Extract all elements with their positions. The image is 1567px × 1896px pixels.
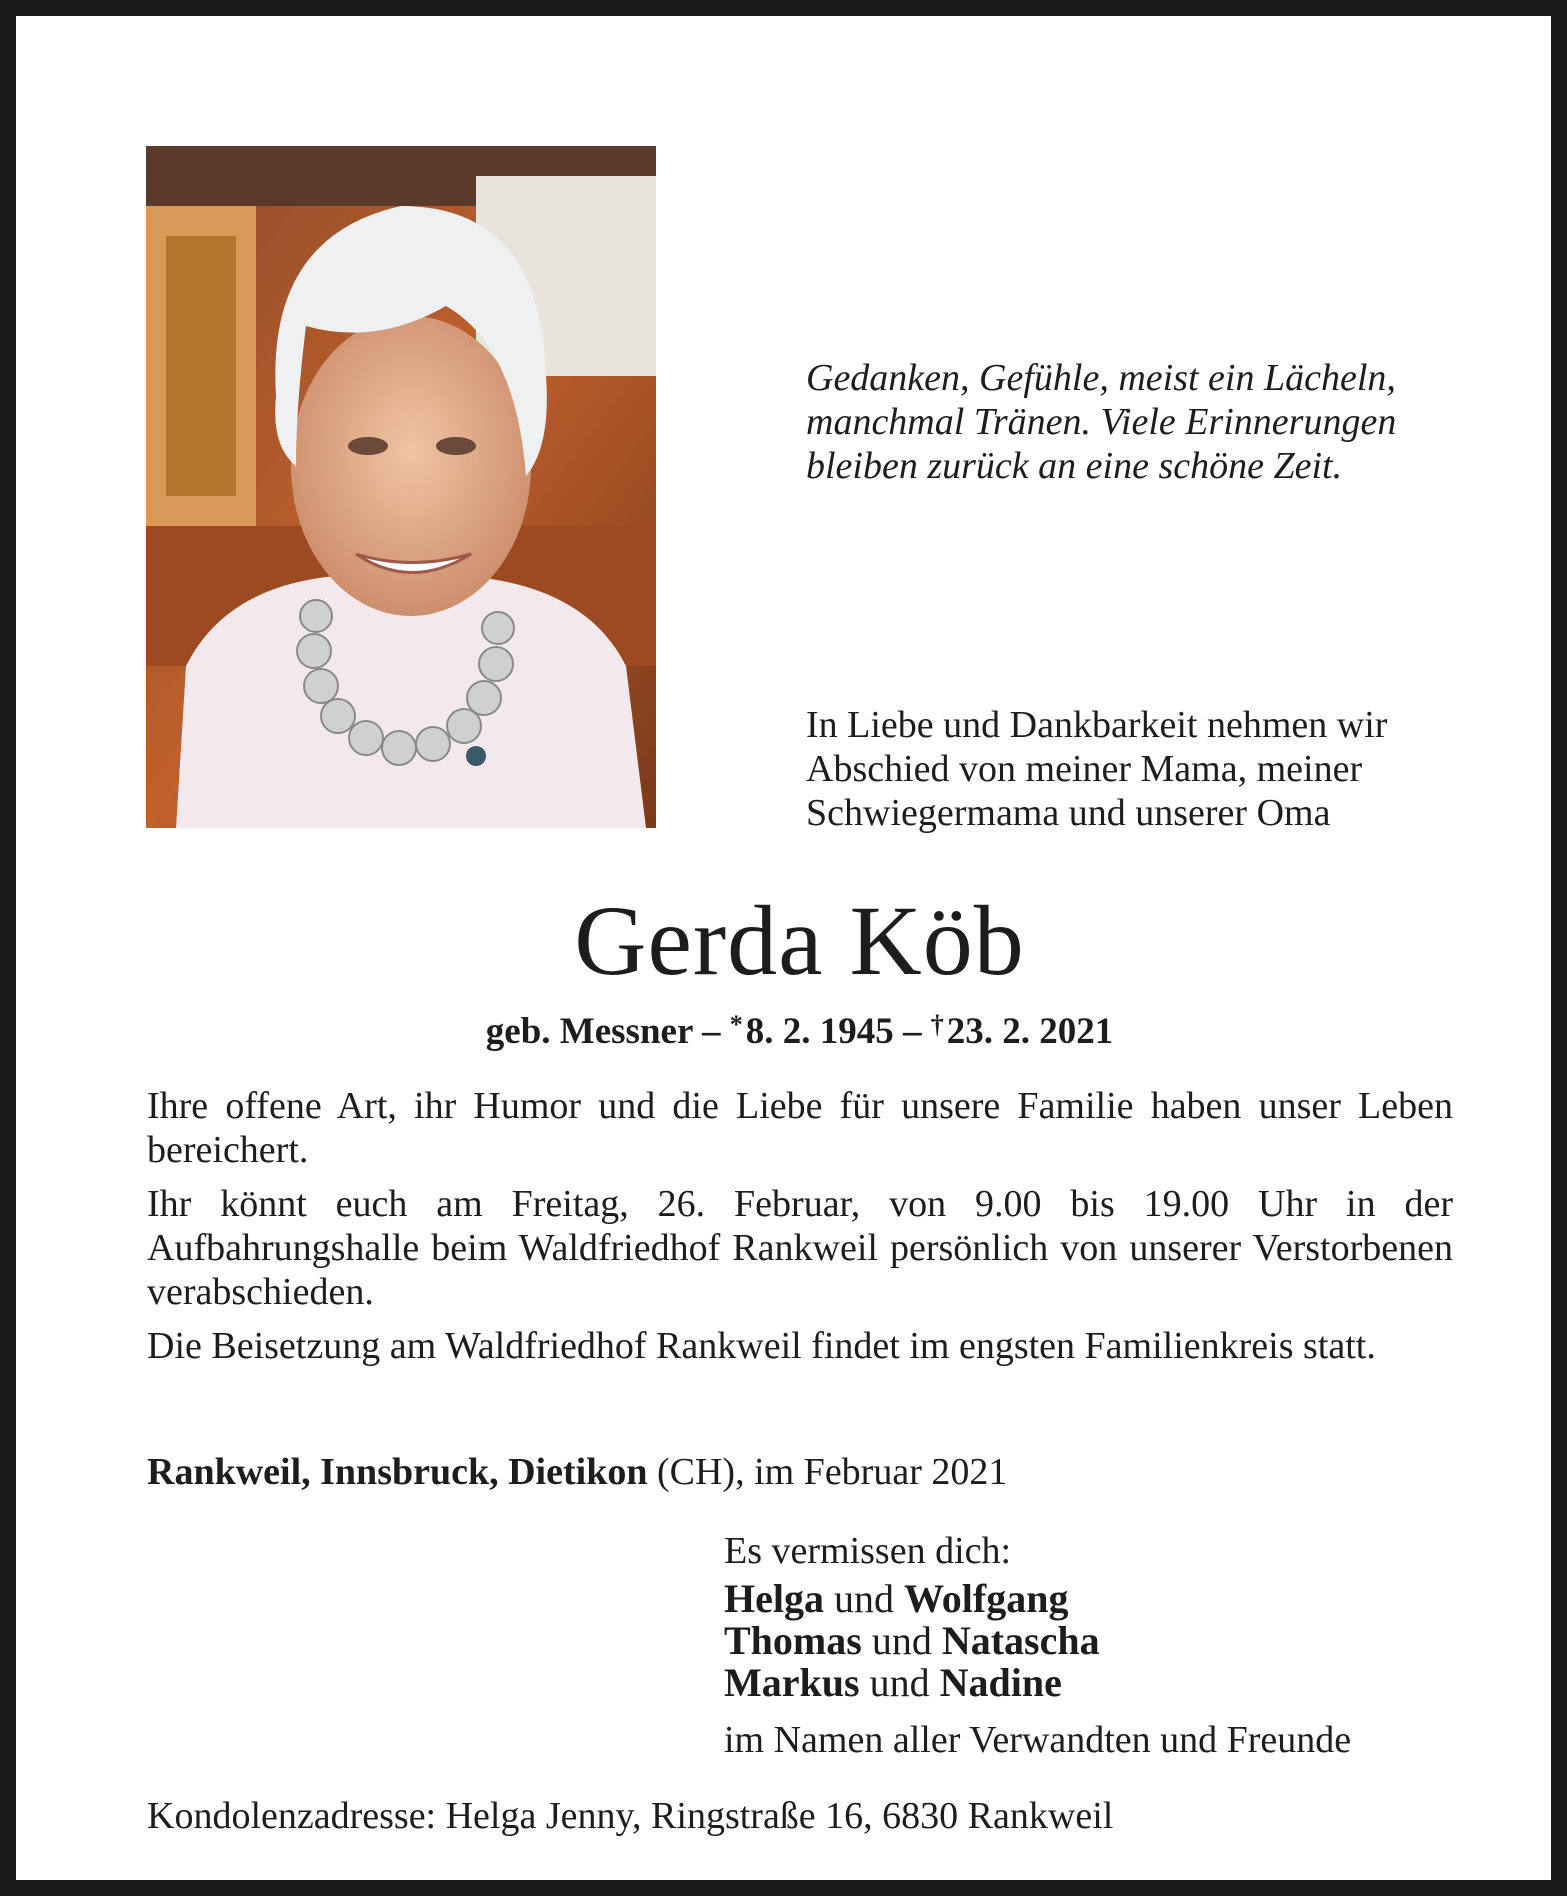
mourner-couple xyxy=(724,1662,1100,1704)
separator: – xyxy=(902,1011,922,1052)
mourner-connector: und xyxy=(833,1576,894,1621)
deceased-name: Gerda Köb xyxy=(574,885,1025,996)
mourner-connector: und xyxy=(871,1618,932,1663)
life-dates xyxy=(16,1002,1567,1055)
mourner-name: Thomas xyxy=(724,1618,862,1663)
quote-line: Gedanken, Gefühle, meist ein Lächeln, xyxy=(806,357,1396,399)
mourner-name: Natascha xyxy=(941,1618,1100,1663)
place-cities: Rankweil, Innsbruck, Dietikon xyxy=(147,1451,648,1493)
mourner-name: Wolfgang xyxy=(903,1576,1069,1621)
intro-line: Schwiegermama und unserer Oma xyxy=(806,792,1331,834)
mourner-couple xyxy=(724,1620,1100,1662)
mourner-name: Helga xyxy=(724,1576,824,1621)
separator: – xyxy=(701,1011,721,1052)
place-and-date xyxy=(147,1450,1007,1494)
body-paragraph: Ihre offene Art, ihr Humor und die Liebe für unsere Familie haben unser Leben bereichert. xyxy=(147,1085,1453,1171)
maiden-name: geb. Messner xyxy=(485,1011,693,1052)
quote-line: manchmal Tränen. Viele Erinnerungen xyxy=(806,401,1397,443)
farewell-intro xyxy=(806,703,1486,835)
obituary-body xyxy=(147,1084,1453,1378)
portrait-photo xyxy=(146,146,656,828)
mourner-name: Nadine xyxy=(939,1660,1062,1705)
memorial-quote xyxy=(806,356,1486,488)
condolence-address: Kondolenzadresse: Helga Jenny, Ringstraße 16, 6830 Rankweil xyxy=(147,1795,1114,1837)
intro-line: Abschied von meiner Mama, meiner xyxy=(806,748,1363,790)
mourner-name: Markus xyxy=(724,1660,860,1705)
death-date: 23. 2. 2021 xyxy=(946,1011,1114,1052)
birth-date: 8. 2. 1945 xyxy=(745,1011,894,1052)
body-paragraph: Ihr könnt euch am Freitag, 26. Februar, von 9.00 bis 19.00 Uhr in der Aufbahrungshalle beim Waldfriedhof Rankweil persönlich von unserer Verstorbenen verabschieden. xyxy=(147,1183,1453,1313)
birth-star-icon: * xyxy=(729,1010,743,1039)
quote-line: bleiben zurück an eine schöne Zeit. xyxy=(806,445,1343,487)
body-paragraph: Die Beisetzung am Waldfriedhof Rankweil findet im engsten Familienkreis statt. xyxy=(147,1325,1376,1367)
intro-line: In Liebe und Dankbarkeit nehmen wir xyxy=(806,704,1388,746)
mourners-heading: Es vermissen dich: xyxy=(724,1530,1012,1572)
mourner-couple xyxy=(724,1578,1100,1620)
place-rest: (CH), im Februar 2021 xyxy=(647,1451,1008,1493)
death-cross-icon: † xyxy=(930,1010,944,1039)
mourner-connector: und xyxy=(869,1660,930,1705)
relatives-line: im Namen aller Verwandten und Freunde xyxy=(724,1719,1352,1761)
mourners-list xyxy=(724,1578,1100,1704)
